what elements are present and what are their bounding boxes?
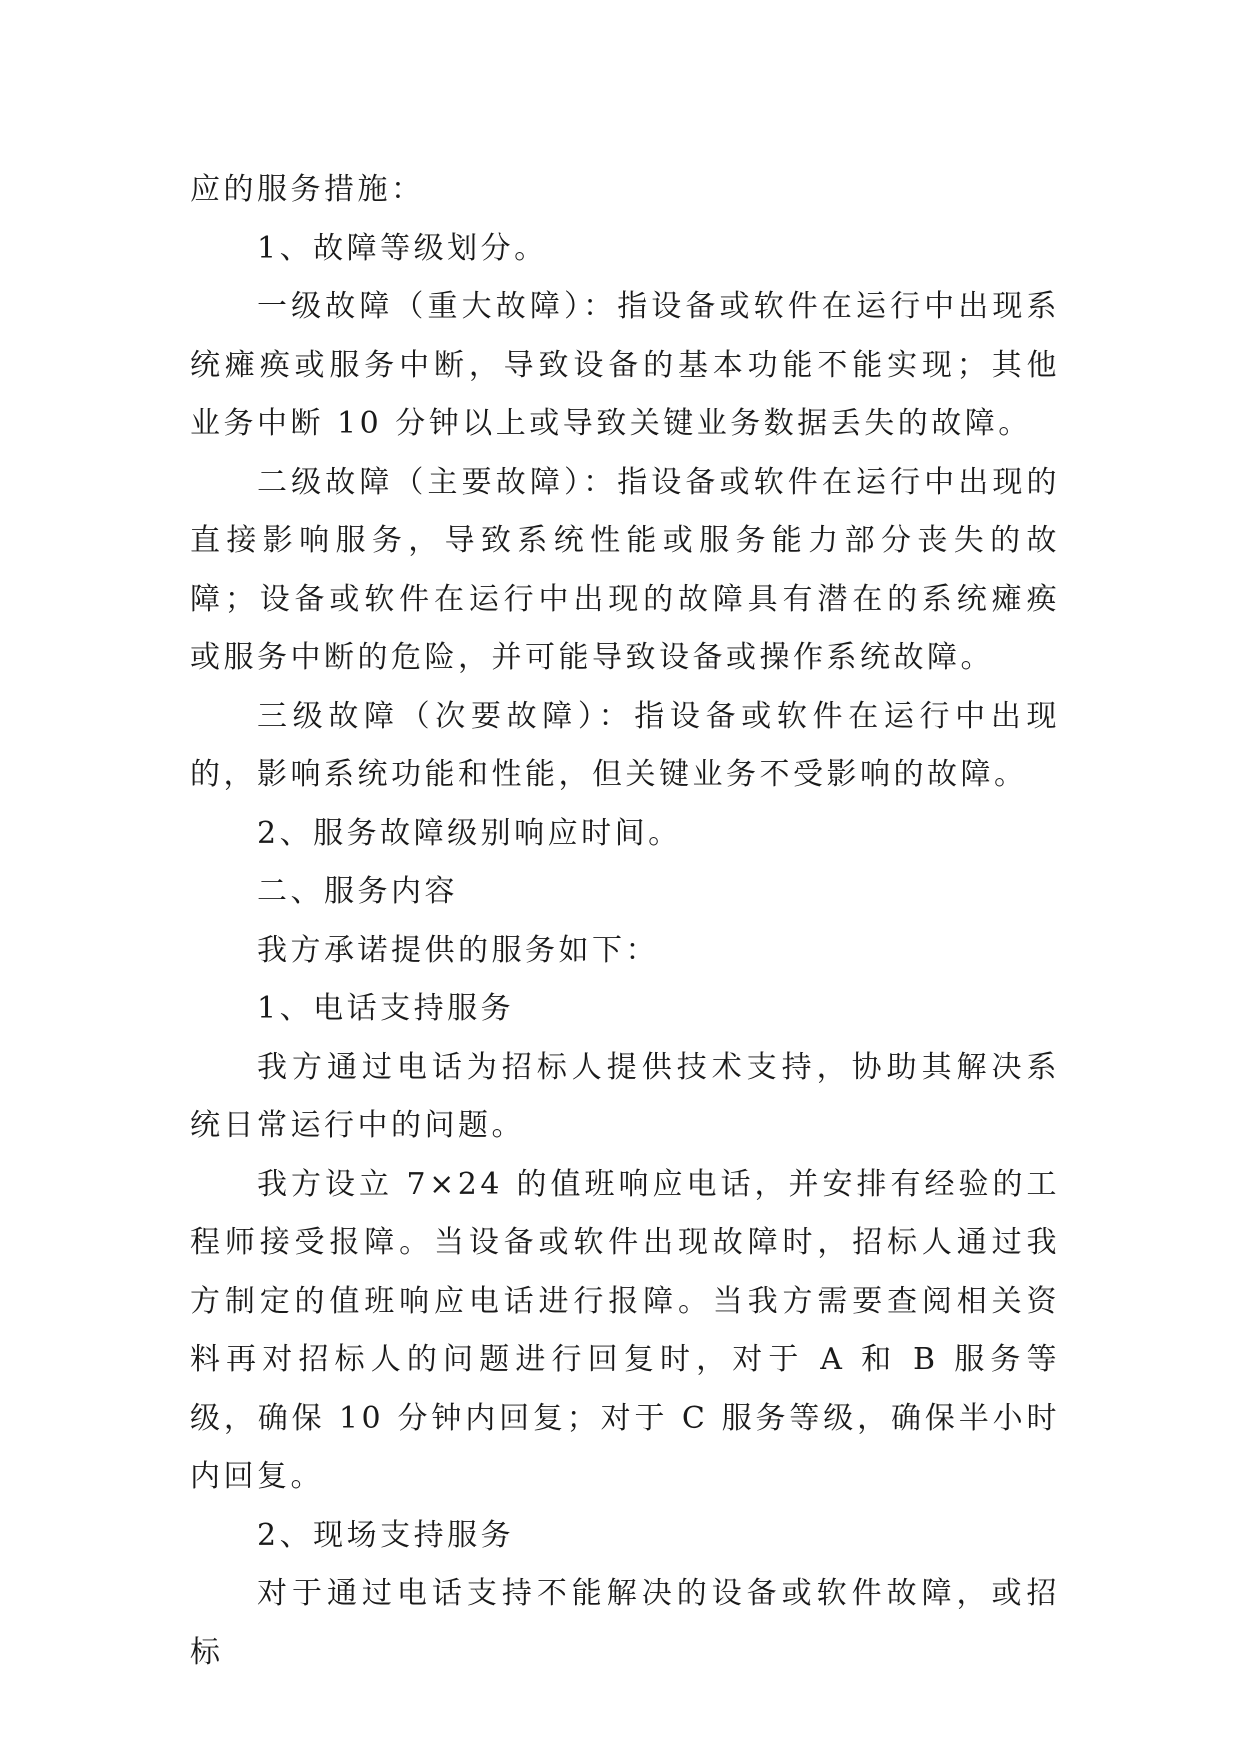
paragraph-phone-support-heading: 1、电话支持服务 [257, 991, 515, 1026]
paragraph-phone-support-intro: 我方通过电话为招标人提供技术支持，协助其解决系统日常运行中的问题。 [190, 1049, 1060, 1143]
paragraph-onsite-support-intro: 对于通过电话支持不能解决的设备或软件故障，或招标 [190, 1576, 1060, 1670]
paragraph-fault-level-heading: 1、故障等级划分。 [257, 230, 548, 266]
paragraph-response-time-heading: 2、服务故障级别响应时间。 [257, 815, 682, 851]
paragraph-level-three-fault: 三级故障（次要故障）：指设备或软件在运行中出现的，影响系统功能和性能，但关键业务不受影响的故障。 [190, 698, 1060, 792]
paragraph-phone-support-details: 我方设立 7×24 的值班响应电话，并安排有经验的工程师接受报障。当设备或软件出现故障时，招标人通过我方制定的值班响应电话进行报障。当我方需要查阅相关资料再对招标人的问题进行回复时，对于 A 和 B 服务等级，确保 10 分钟内回复；对于 C 服务等级，确保半小时内回复。 [190, 1166, 1060, 1494]
paragraph-level-two-fault: 二级故障（主要故障）：指设备或软件在运行中出现的直接影响服务，导致系统性能或服务能力部分丧失的故障；设备或软件在运行中出现的故障具有潜在的系统瘫痪或服务中断的危险，并可能导致设备或操作系统故障。 [190, 464, 1060, 675]
paragraph-onsite-support-heading: 2、现场支持服务 [257, 1517, 515, 1553]
paragraph-service-promise: 我方承诺提供的服务如下： [257, 932, 659, 968]
paragraph-level-one-fault: 一级故障（重大故障）：指设备或软件在运行中出现系统瘫痪或服务中断，导致设备的基本功能不能实现；其他业务中断 10 分钟以上或导致关键业务数据丢失的故障。 [190, 289, 1060, 441]
section-heading-service-content: 二、服务内容 [257, 874, 458, 909]
document-body [190, 161, 1060, 1682]
paragraph-continuation: 应的服务措施： [190, 172, 425, 207]
